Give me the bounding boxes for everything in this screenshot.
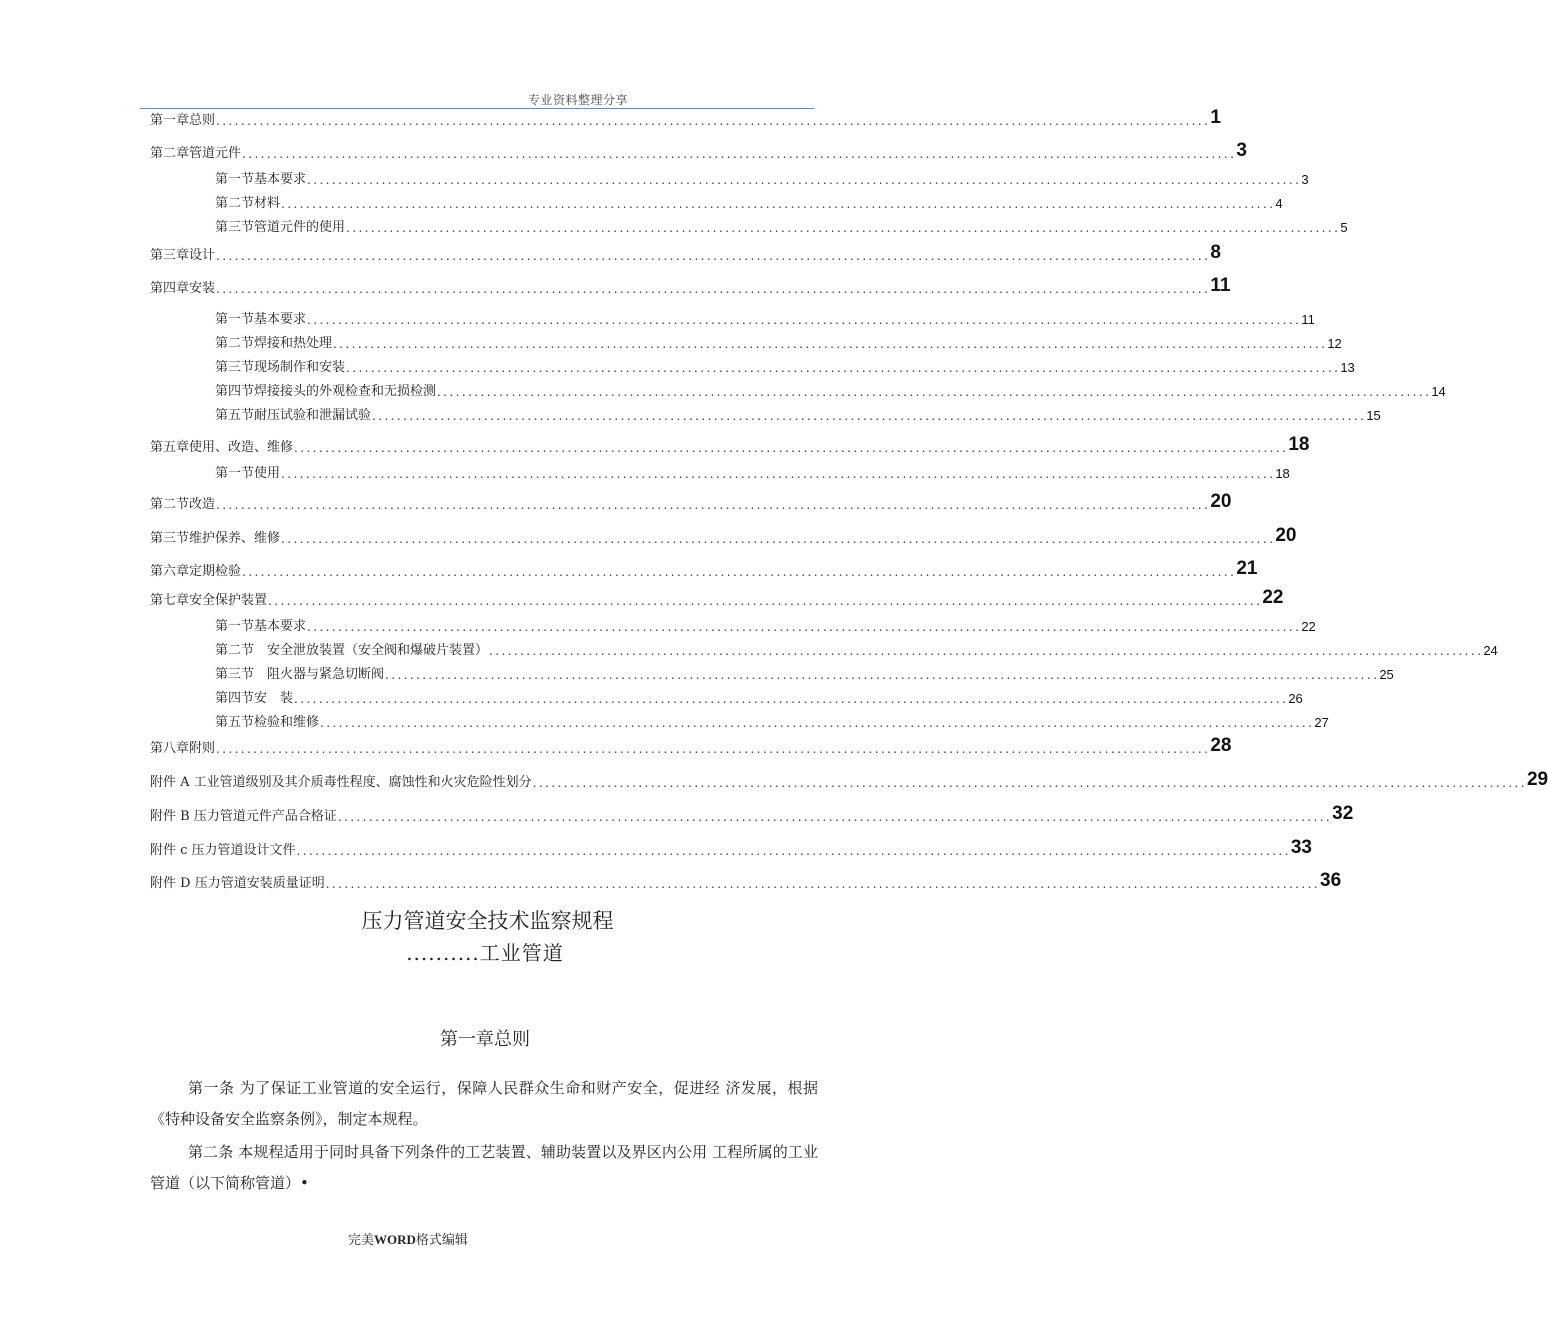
toc-entry-label: 第四节焊接接头的外观检查和无损检测 xyxy=(215,384,437,399)
toc-leader-dots: ................................................................................................................................................................ xyxy=(307,313,1302,327)
toc-entry-page: 1 xyxy=(1210,107,1221,128)
toc-entry-page: 3 xyxy=(1236,140,1247,161)
toc-leader-dots: ................................................................................................................................................................ xyxy=(294,692,1289,706)
toc-leader-dots: ................................................................................................................................................................ xyxy=(320,716,1315,730)
toc-leader-dots: ................................................................................................................................................................ xyxy=(216,114,1211,128)
toc-entry-label: 第三节现场制作和安装 xyxy=(215,360,346,375)
document-title: 压力管道安全技术监察规程 xyxy=(361,909,614,933)
toc-entry[interactable] xyxy=(215,311,1315,327)
toc-entry-label: 第八章附则 xyxy=(150,741,216,756)
toc-entry-label: 第五章使用、改造、维修 xyxy=(150,440,294,455)
toc-leader-dots: ................................................................................................................................................................ xyxy=(385,668,1380,682)
toc-entry-page: 12 xyxy=(1327,336,1342,351)
toc-entry-page: 24 xyxy=(1483,643,1498,658)
toc-entry[interactable] xyxy=(215,618,1316,634)
paragraph-article-1: 第一条 为了保证工业管道的安全运行，保障人民群众生命和财产安全，促进经 济发展，根据《特种设备安全监察条例》，制定本规程。 xyxy=(150,1079,818,1128)
toc-entry-page: 27 xyxy=(1314,715,1329,730)
toc-entry-label: 第一节基本要求 xyxy=(215,172,307,187)
toc-entry-page: 14 xyxy=(1431,384,1446,399)
toc-entry-label: 第一节使用 xyxy=(215,466,281,481)
toc-entry[interactable] xyxy=(150,139,1247,161)
toc-leader-dots: ................................................................................................................................................................ xyxy=(216,282,1211,296)
toc-leader-dots: ................................................................................................................................................................ xyxy=(294,441,1289,455)
document-subtitle: ..........工业管道 xyxy=(406,941,564,965)
toc-entry-label: 第六章定期检验 xyxy=(150,564,242,579)
toc-leader-dots: ................................................................................................................................................................ xyxy=(307,620,1302,634)
toc-leader-dots: ................................................................................................................................................................ xyxy=(307,173,1302,187)
toc-entry[interactable] xyxy=(215,690,1303,706)
toc-entry[interactable] xyxy=(215,195,1283,211)
toc-leader-dots: ................................................................................................................................................................ xyxy=(532,776,1527,790)
toc-leader-dots: ................................................................................................................................................................ xyxy=(346,361,1341,375)
toc-entry[interactable] xyxy=(150,433,1310,455)
toc-entry-label: 第三章设计 xyxy=(150,248,216,263)
toc-entry-page: 29 xyxy=(1526,769,1548,790)
toc-entry[interactable] xyxy=(215,383,1446,399)
page-footer xyxy=(348,1229,468,1248)
toc-entry-page: 22 xyxy=(1301,619,1316,634)
toc-entry[interactable] xyxy=(215,465,1290,481)
toc-entry[interactable] xyxy=(150,274,1231,296)
toc-entry-page: 15 xyxy=(1366,408,1381,423)
toc-entry-label: 第三节维护保养、维修 xyxy=(150,531,281,546)
toc-entry-label: 附件 A 工业管道级别及其介质毒性程度、腐蚀性和火灾危险性划分 xyxy=(150,775,532,790)
toc-entry[interactable] xyxy=(215,407,1381,423)
toc-entry-page: 28 xyxy=(1210,735,1232,756)
toc-entry-label: 第二节改造 xyxy=(150,497,216,512)
toc-entry[interactable] xyxy=(215,666,1394,682)
toc-entry[interactable] xyxy=(150,586,1284,608)
toc-entry-label: 第二节焊接和热处理 xyxy=(215,336,333,351)
toc-leader-dots: ................................................................................................................................................................ xyxy=(325,877,1321,891)
footer-suffix: 格式编辑 xyxy=(415,1233,468,1248)
toc-entry-label: 第五节耐压试验和泄漏试验 xyxy=(215,408,372,423)
footer-bold: WORD xyxy=(374,1232,416,1247)
toc-entry[interactable] xyxy=(215,714,1329,730)
toc-leader-dots: ................................................................................................................................................................ xyxy=(333,337,1328,351)
toc-entry-page: 36 xyxy=(1320,870,1342,891)
toc-leader-dots: ................................................................................................................................................................ xyxy=(242,147,1237,161)
toc-entry[interactable] xyxy=(150,490,1232,512)
toc-entry-label: 第二章管道元件 xyxy=(150,146,242,161)
chapter-heading: 第一章总则 xyxy=(440,1029,530,1050)
toc-entry[interactable] xyxy=(215,359,1355,375)
toc-leader-dots: ................................................................................................................................................................ xyxy=(268,594,1263,608)
toc-entry-page: 18 xyxy=(1275,466,1290,481)
toc-leader-dots: ................................................................................................................................................................ xyxy=(242,565,1237,579)
toc-entry-label: 第一章总则 xyxy=(150,113,216,128)
toc-leader-dots: ................................................................................................................................................................ xyxy=(216,498,1211,512)
toc-entry-page: 20 xyxy=(1210,491,1232,512)
toc-entry-page: 8 xyxy=(1210,242,1221,263)
toc-entry[interactable] xyxy=(150,802,1354,824)
toc-leader-dots: ................................................................................................................................................................ xyxy=(216,249,1211,263)
paragraph-article-2: 第二条 本规程适用于同时具备下列条件的工艺装置、辅助装置以及界区内公用 工程所属的工业管道（以下简称管道）• xyxy=(150,1143,818,1192)
toc-entry-label: 第一节基本要求 xyxy=(215,312,307,327)
toc-entry[interactable] xyxy=(215,335,1342,351)
toc-entry-page: 13 xyxy=(1340,360,1355,375)
toc-entry-page: 33 xyxy=(1290,837,1312,858)
toc-entry-label: 附件 D 压力管道安装质量证明 xyxy=(150,876,325,891)
toc-entry-page: 11 xyxy=(1210,275,1231,296)
toc-entry[interactable] xyxy=(150,836,1312,858)
toc-entry-page: 3 xyxy=(1301,172,1309,187)
toc-entry-page: 32 xyxy=(1332,803,1354,824)
toc-entry[interactable] xyxy=(150,734,1232,756)
toc-entry-label: 第七章安全保护装置 xyxy=(150,593,268,608)
toc-entry-page: 21 xyxy=(1236,558,1258,579)
toc-entry-label: 附件 c 压力管道设计文件 xyxy=(150,843,296,858)
toc-leader-dots: ................................................................................................................................................................ xyxy=(337,810,1333,824)
toc-entry-label: 附件 B 压力管道元件产品合格证 xyxy=(150,809,337,824)
toc-entry-page: 4 xyxy=(1275,196,1283,211)
toc-entry-page: 26 xyxy=(1288,691,1303,706)
toc-entry[interactable] xyxy=(215,171,1309,187)
toc-entry[interactable] xyxy=(150,869,1342,891)
toc-entry-page: 25 xyxy=(1379,667,1394,682)
toc-entry-label: 第三节 阻火器与紧急切断阀 xyxy=(215,667,385,682)
toc-entry-label: 第四节安 装 xyxy=(215,691,294,706)
footer-prefix: 完美 xyxy=(348,1233,375,1248)
toc-leader-dots: ................................................................................................................................................................ xyxy=(489,644,1484,658)
toc-entry-page: 20 xyxy=(1275,525,1297,546)
toc-leader-dots: ................................................................................................................................................................ xyxy=(296,844,1291,858)
toc-entry[interactable] xyxy=(150,524,1297,546)
page-header: 专业资料整理分享 xyxy=(528,93,629,107)
toc-entry-page: 11 xyxy=(1301,312,1315,327)
toc-entry-label: 第二节 安全泄放装置（安全阀和爆破片装置） xyxy=(215,643,489,658)
toc-entry-page: 18 xyxy=(1288,434,1310,455)
toc-entry-label: 第二节材料 xyxy=(215,196,281,211)
toc-leader-dots: ................................................................................................................................................................ xyxy=(281,197,1276,211)
toc-leader-dots: ................................................................................................................................................................ xyxy=(372,409,1367,423)
toc-entry-page: 5 xyxy=(1340,220,1348,235)
toc-leader-dots: ................................................................................................................................................................ xyxy=(437,385,1432,399)
toc-entry[interactable] xyxy=(150,557,1258,579)
toc-entry[interactable] xyxy=(150,768,1548,790)
toc-entry[interactable] xyxy=(215,219,1348,235)
toc-leader-dots: ................................................................................................................................................................ xyxy=(216,742,1211,756)
toc-entry-label: 第四章安装 xyxy=(150,281,216,296)
toc-leader-dots: ................................................................................................................................................................ xyxy=(281,467,1276,481)
toc-entry[interactable] xyxy=(150,241,1221,263)
toc-entry[interactable] xyxy=(215,642,1498,658)
toc-entry-label: 第三节管道元件的使用 xyxy=(215,220,346,235)
toc-entry-label: 第五节检验和维修 xyxy=(215,715,320,730)
toc-entry-page: 22 xyxy=(1262,587,1284,608)
toc-entry[interactable] xyxy=(150,106,1221,128)
toc-leader-dots: ................................................................................................................................................................ xyxy=(281,532,1276,546)
toc-entry-label: 第一节基本要求 xyxy=(215,619,307,634)
toc-leader-dots: ................................................................................................................................................................ xyxy=(346,221,1341,235)
